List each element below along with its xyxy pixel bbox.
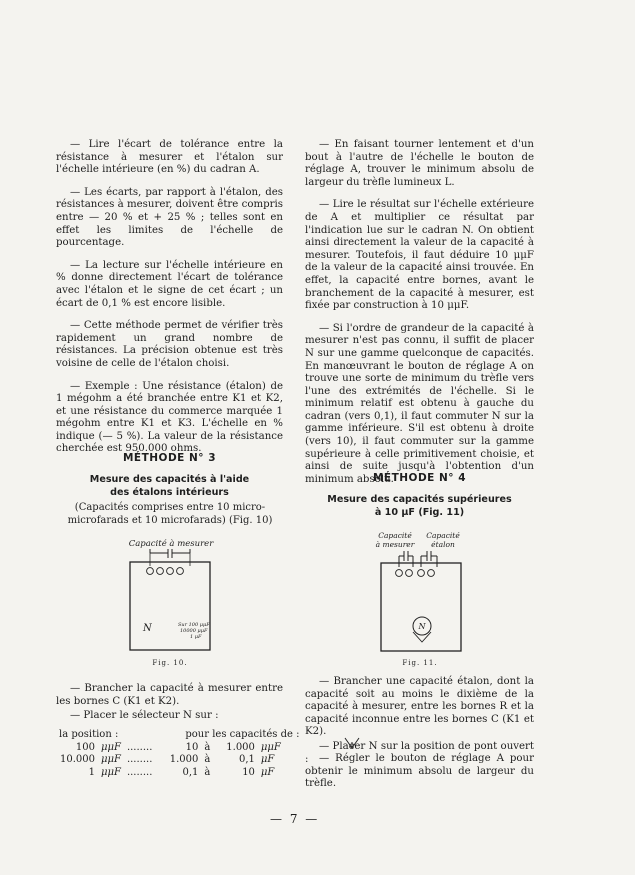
cell-a: à (204, 766, 211, 778)
figure-10-n-label: N (143, 623, 152, 634)
cell-unit: μμF (101, 741, 121, 753)
method4-final (305, 753, 534, 793)
figure-11-n-label: N (418, 622, 426, 631)
paragraph: — Placer le sélecteur N sur : (70, 710, 219, 722)
cell-position: 1 (88, 766, 95, 778)
paragraph: — Si l'ordre de grandeur de la capacité à mesurer n'est pas connu, il suffit de placer N sur une gamme quelconque de capacités. En manœuvrant le bouton de réglage A on trouve une sorte de minimum du trèfle vers l'une des extrémités de l'échelle. Si le minimum relatif est obtenu à gauche du cadran (vers 0,1), il faut commuter N sur la gamme inférieure. S'il est obtenu à droite (vers 10), il faut commuter sur la gamme supérieure à celle primitivement choisie, et ainsi de suite jusqu'à l'obtention d'un minimum absolu. (305, 322, 534, 485)
capacitor-symbol (150, 549, 190, 558)
method3-note (50, 502, 290, 527)
table-row (56, 742, 302, 755)
method3-note-line2: microfarads et 10 microfarads) (Fig. 10) (67, 514, 273, 526)
method3-subtitle-line2: des étalons intérieurs (110, 486, 229, 498)
table-head-right: pour les capacités de : (185, 729, 300, 740)
cell-unit: μμF (101, 754, 121, 765)
cell-unit-2: μμF (260, 741, 281, 753)
paragraph: — Lire le résultat sur l'échelle extérieure de A et multiplier ce résultat par l'indication lue sur le cadran N. On obtient ainsi directement la valeur de la capacité à mesurer. Toutefois, il faut déduire 10 μμF de la valeur de la capacité ainsi trouvée. En effet, la capacité entre bornes, avant le branchement de la capacité à mesurer, est fixée par construction à 10 μμF. (305, 199, 534, 312)
paragraph: — Régler le bouton de réglage A pour obtenir le minimum absolu de largeur du trèfle. (305, 753, 534, 790)
cell-a: à (204, 754, 211, 765)
cell-unit-2: μF (260, 754, 275, 765)
table-head-spacer (124, 729, 155, 742)
table-row (56, 767, 302, 780)
selector-table (56, 729, 302, 779)
cell-a: à (204, 741, 211, 753)
figure-10-caption: Fig. 10. (152, 659, 188, 667)
cell-unit: μμF (101, 766, 121, 778)
terminal-k3 (167, 568, 174, 575)
right-column (305, 139, 534, 496)
lead-wires (150, 553, 190, 566)
method4-title: MÉTHODE N° 4 (372, 472, 467, 484)
cell-unit-2: μF (260, 766, 275, 778)
paragraph: — La lecture sur l'échelle intérieure en % donne directement l'écart de tolérance avec l'étalon et le signe de cet écart ; un écart de 0,1 % est encore lisible. (56, 259, 283, 309)
table-header-row (56, 729, 302, 742)
paragraph: — En faisant tourner lentement et d'un bout à l'autre de l'échelle le bouton de réglage A, trouver le minimum absolu de largeur du trèfle lumineux L. (305, 139, 534, 188)
cell-position: 100 (75, 741, 95, 753)
terminal-k4 (428, 570, 435, 577)
method3-title: MÉTHODE N° 3 (122, 452, 217, 464)
terminal-k3 (418, 570, 425, 577)
cell-to: 10 (242, 766, 255, 778)
cell-from: 1.000 (169, 754, 199, 765)
figure-11-label-1b: à mesurer (375, 540, 415, 549)
method4-subtitle-line1: Mesure des capacités supérieures (327, 494, 512, 505)
cell-dots: ........ (126, 754, 153, 765)
figure-11-diagram (375, 529, 465, 653)
paragraph: — Brancher une capacité étalon, dont la capacité soit au moins le dixième de la capacité à mesurer, entre les bornes R et la capacité inconnue entre les bornes C (K1 et K2). (305, 676, 534, 738)
terminal-k2 (406, 570, 413, 577)
paragraph: — Les écarts, par rapport à l'étalon, des résistances à mesurer, doivent être compris entre — 20 % et + 25 % ; telles sont en effet les limites de l'échelle de pourcentage. (56, 186, 283, 249)
figure-10-scale-2: 10000 μμF (180, 628, 208, 634)
method3-subtitle-line1: Mesure des capacités à l'aide (89, 474, 250, 485)
figure-10-scale-3: 1 μF (190, 634, 202, 640)
left-column (56, 139, 283, 466)
cell-from: 0,1 (182, 766, 199, 778)
terminal-k1 (147, 568, 154, 575)
selector-knob-icon (413, 617, 431, 642)
method3-instructions (56, 683, 283, 725)
terminal-k1 (396, 570, 403, 577)
figure-11-label-1a: Capacité (378, 531, 412, 540)
cell-position: 10.000 (60, 754, 95, 765)
capacitor-symbol-standard (421, 551, 437, 567)
cell-dots: ........ (126, 741, 153, 753)
terminal-k4 (177, 568, 184, 575)
table-head-left: la position : (59, 729, 119, 740)
cell-to: 0,1 (239, 754, 255, 765)
cell-from: 10 (185, 741, 199, 753)
terminal-k2 (157, 568, 164, 575)
paragraph: — Exemple : Une résistance (étalon) de 1 mégohm a été branchée entre K1 et K2, et une résistance du commerce marquée 1 mégohm entre K1 et K3. L'échelle en % indique (— 5 %). La valeur de la résistance cherchée est 950.000 ohms. (56, 380, 283, 455)
paragraph: — Placer N sur la position de pont ouvert : (305, 740, 534, 765)
paragraph: — Brancher la capacité à mesurer entre les bornes C (K1 et K2). (56, 683, 283, 707)
paragraph: — Lire l'écart de tolérance entre la résistance à mesurer et l'étalon sur l'échelle intérieure (en %) du cadran A. (56, 139, 283, 176)
table-row (56, 754, 302, 767)
cell-to: 1.000 (226, 741, 255, 753)
figure-11-caption: Fig. 11. (402, 659, 438, 667)
method4-subtitle-line2: à 10 μF (Fig. 11) (374, 506, 465, 518)
capacitor-symbol-unknown (399, 551, 413, 567)
method3-note-line1: (Capacités comprises entre 10 micro- (74, 502, 266, 513)
figure-11-label-2a: Capacité (426, 531, 460, 540)
open-bridge-icon (343, 736, 361, 750)
method4-subtitle (305, 494, 534, 519)
method3-subtitle (56, 474, 283, 499)
figure-11-label-2b: étalon (431, 540, 455, 549)
paragraph: — Cette méthode permet de vérifier très rapidement un grand nombre de résistances. La précision obtenue est très voisine de celle de l'étalon choisi. (56, 320, 283, 369)
figure-10-label: Capacité à mesurer (128, 539, 214, 549)
figure-10-scale-1: Sur 100 μμF (178, 622, 210, 628)
page-number: — 7 — (270, 812, 320, 826)
cell-dots: ........ (126, 766, 153, 778)
figure-10-diagram (128, 536, 214, 656)
